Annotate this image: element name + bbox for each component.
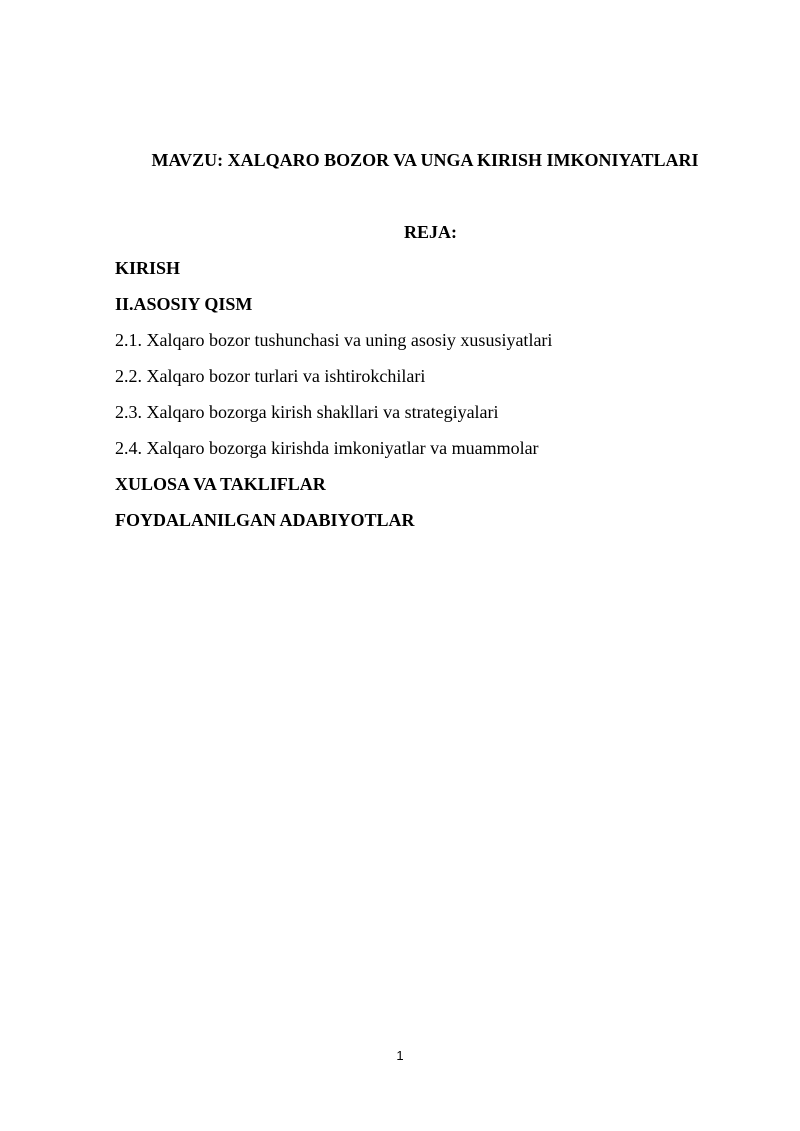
toc-item-introduction: KIRISH [115,258,181,278]
toc-item-2-1: 2.1. Xalqaro bozor tushunchasi va uning asosiy xususiyatlari [115,330,553,350]
table-of-contents [115,256,755,544]
toc-item-references: FOYDALANILGAN ADABIYOTLAR [115,510,415,530]
toc-item-2-4: 2.4. Xalqaro bozorga kirishda imkoniyatlar va muammolar [115,438,539,458]
plan-heading [115,220,742,244]
page-number: 1 [396,1048,404,1063]
toc-item-conclusion: XULOSA VA TAKLIFLAR [115,474,326,494]
toc-item-2-3: 2.3. Xalqaro bozorga kirish shakllari va strategiyalari [115,402,499,422]
plan-heading-label: REJA: [404,222,457,242]
toc-item-2-2: 2.2. Xalqaro bozor turlari va ishtirokchilari [115,366,426,386]
document-title: MAVZU: XALQARO BOZOR VA UNGA KIRISH IMKONIYATLARI [151,150,699,170]
toc-item-main-part: II.ASOSIY QISM [115,294,253,314]
